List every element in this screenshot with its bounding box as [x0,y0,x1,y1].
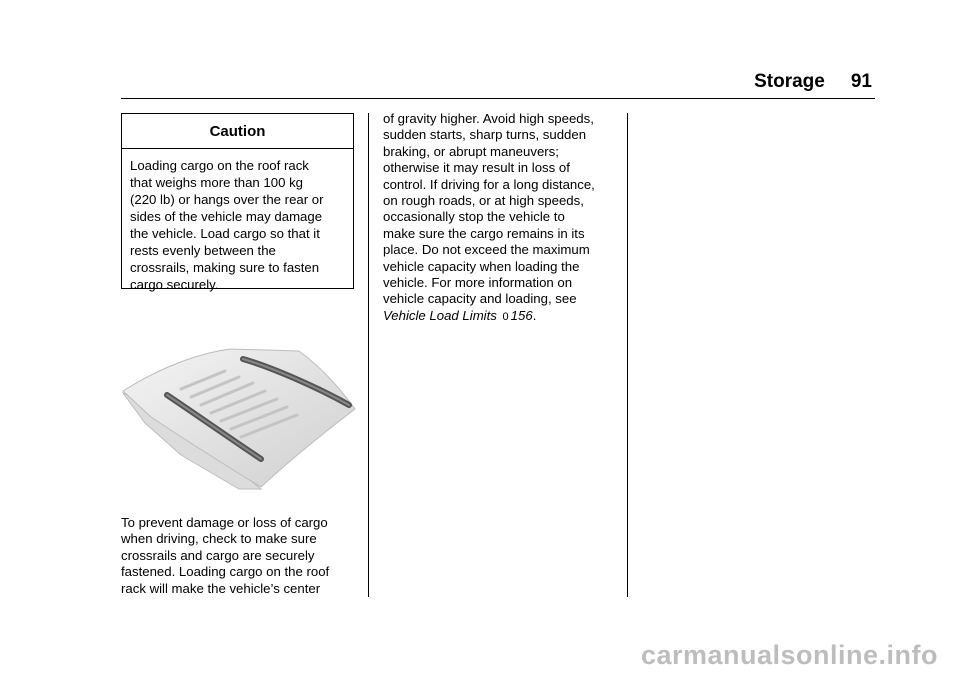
section-title: Storage [754,71,825,92]
watermark: carmanualsonline.info [640,640,938,670]
caution-line: (220 lb) or hangs over the rear or [130,192,324,207]
text-line: control. If driving for a long distance, [383,176,595,192]
xref-page[interactable]: 156 [510,307,533,323]
xref-arrow-icon: 0 [502,310,509,323]
caution-box [121,113,354,292]
header-rule [121,98,875,99]
text-line: of gravity higher. Avoid high speeds, [383,111,594,126]
page-header [754,71,872,93]
text-line: To prevent damage or loss of cargo [121,515,328,530]
text-line: fastened. Loading cargo on the roof [121,564,330,580]
cross-reference[interactable] [383,308,595,325]
column-divider-left [368,113,369,597]
text-line: otherwise it may result in loss of [383,160,570,176]
caution-line: cargo securely. [130,277,219,292]
text-line: on rough roads, or at high speeds, [383,193,584,209]
left-column-paragraph [121,515,329,597]
roof-rack-illustration [121,343,357,491]
text-line: when driving, check to make sure [121,531,317,547]
caution-title: Caution [122,114,353,149]
text-line: rack will make the vehicle’s center [121,580,321,596]
page-number: 91 [850,71,872,92]
caution-line: crossrails, making sure to fasten [130,260,320,275]
xref-title[interactable]: Vehicle Load Limits [383,307,497,323]
caution-text [122,149,353,293]
text-line: make sure the cargo remains in its [383,225,585,241]
text-line: vehicle. For more information on [383,275,573,291]
xref-suffix: . [532,307,537,323]
middle-column-paragraph [383,111,595,325]
caution-line: that weighs more than 100 kg [130,175,304,190]
text-line: braking, or abrupt maneuvers; [383,143,559,159]
caution-line: rests evenly between the [130,243,276,258]
text-line: occasionally stop the vehicle to [383,209,565,225]
text-line: place. Do not exceed the maximum [383,242,590,258]
text-line: sudden starts, sharp turns, sudden [383,127,587,143]
caution-line: Loading cargo on the roof rack [130,158,309,173]
text-line: vehicle capacity and loading, see [383,291,577,307]
caution-line: sides of the vehicle may damage [130,209,323,224]
text-line: crossrails and cargo are securely [121,547,315,563]
caution-line: the vehicle. Load cargo so that it [130,226,320,241]
column-divider-right [627,113,628,597]
text-line: vehicle capacity when loading the [383,258,580,274]
